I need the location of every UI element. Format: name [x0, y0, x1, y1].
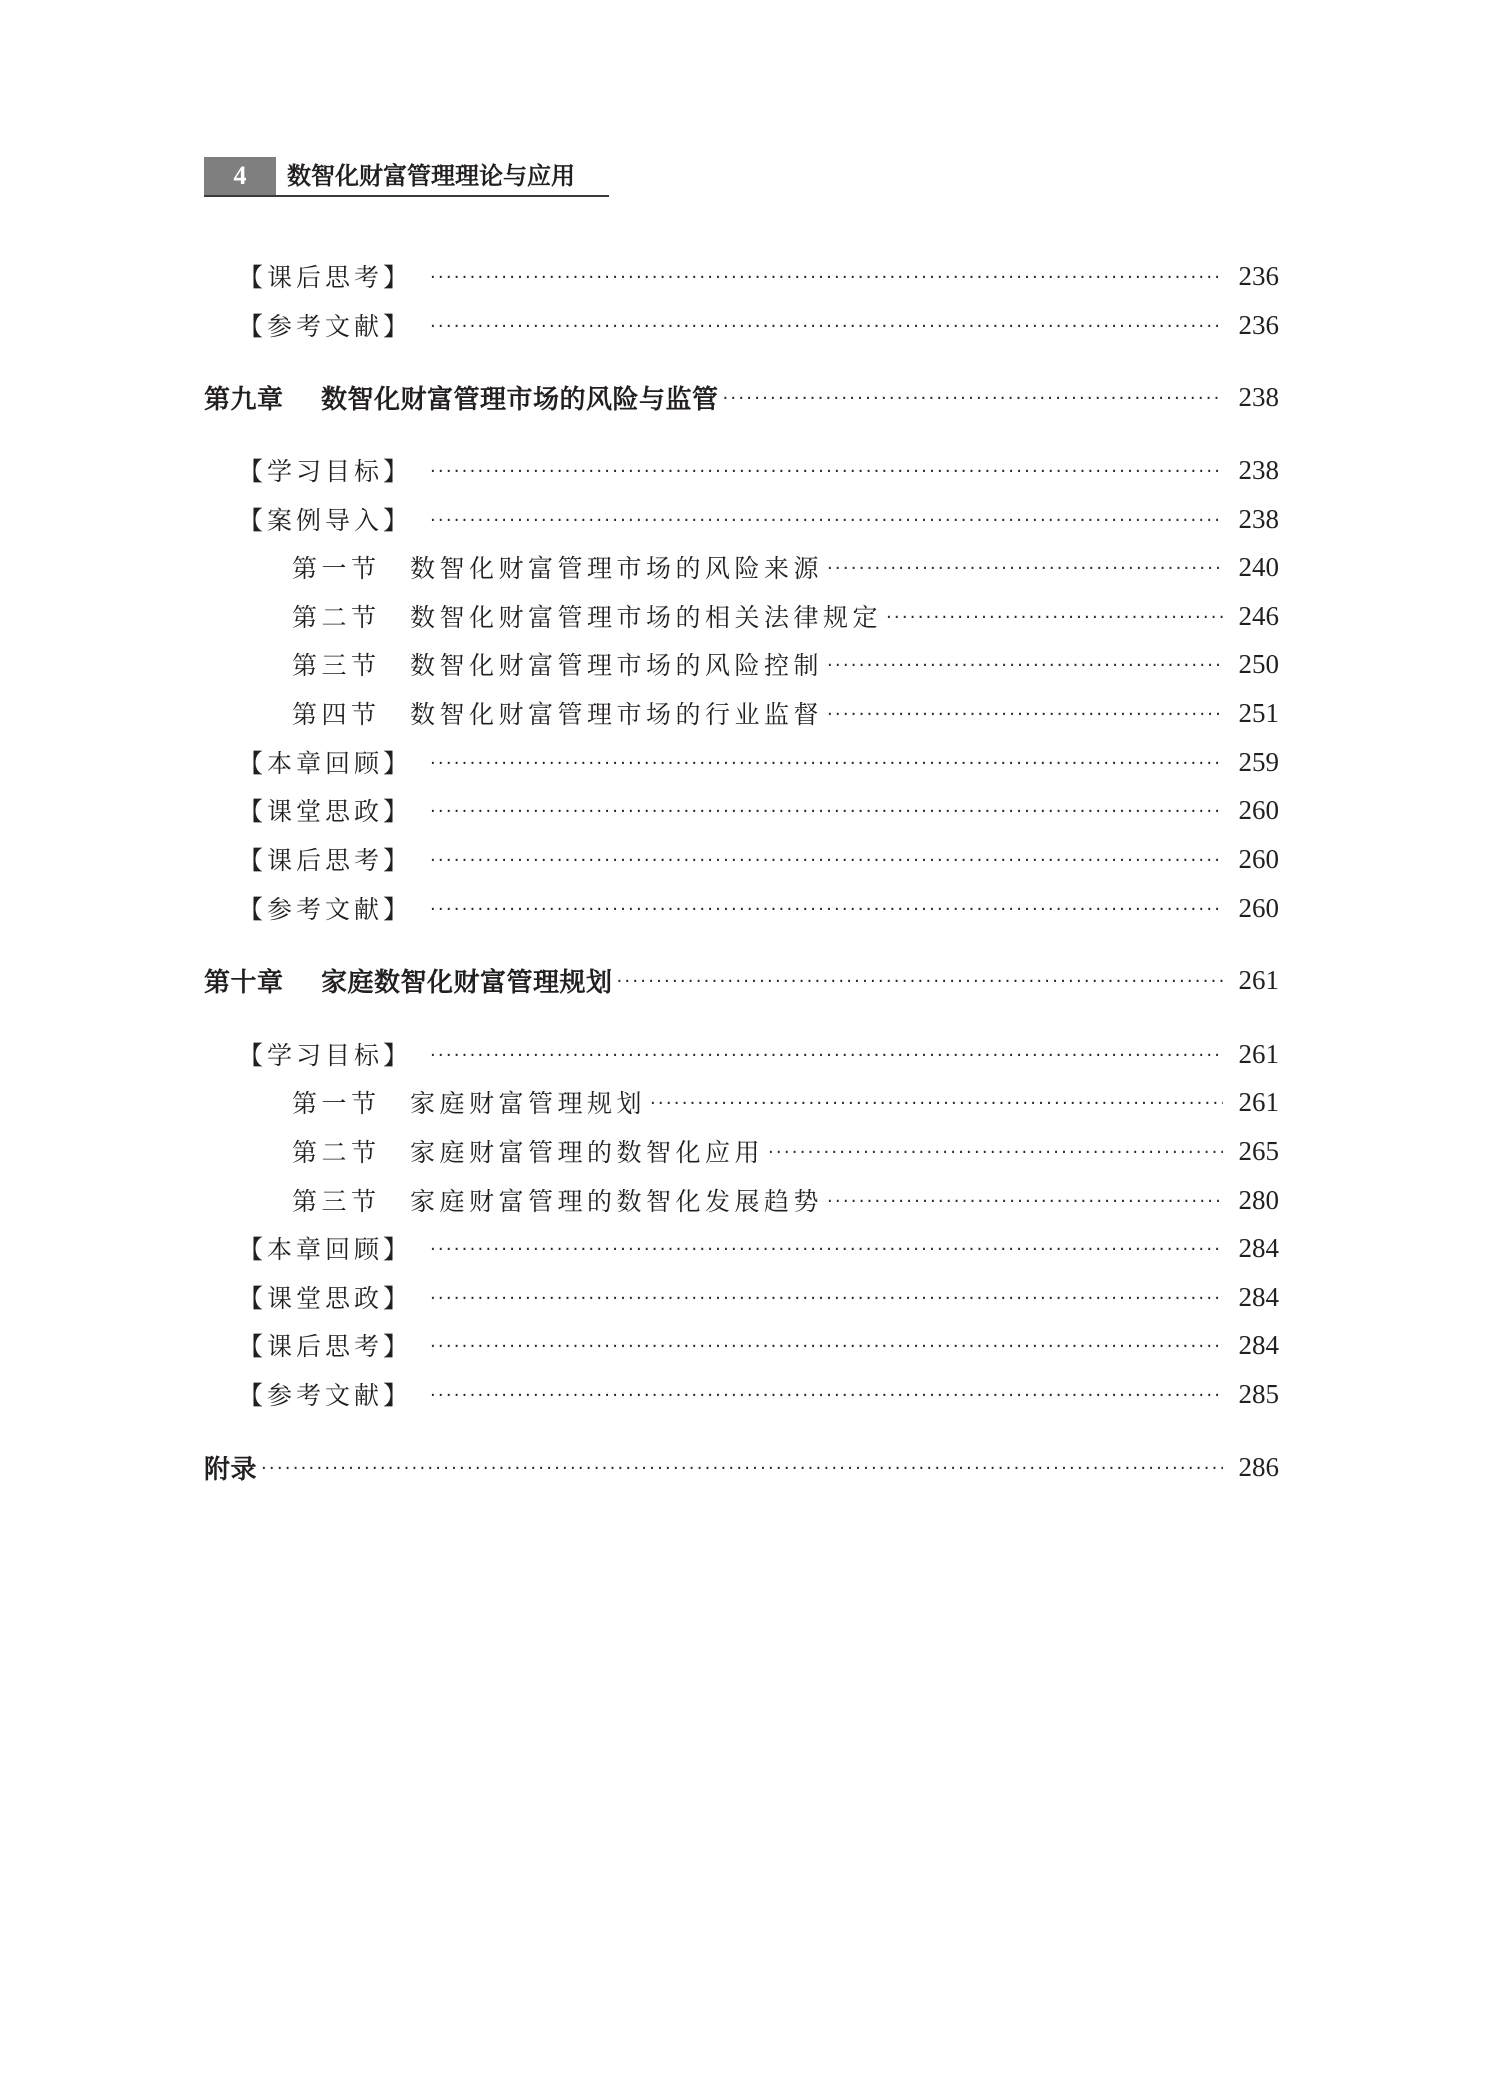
- section-number: 第四节: [292, 700, 381, 729]
- toc-entry-label: 【参考文献】: [238, 312, 413, 341]
- toc-entry-page: 236: [1238, 309, 1279, 340]
- toc-entry-page: 280: [1238, 1184, 1279, 1215]
- toc-entry-page: 285: [1238, 1378, 1279, 1409]
- section-number: 第三节: [292, 1187, 381, 1216]
- toc-entry-label: 【学习目标】: [238, 1041, 413, 1070]
- dot-leader: [430, 1325, 1223, 1365]
- toc-entry-page: 284: [1238, 1232, 1279, 1263]
- dot-leader: [827, 547, 1223, 587]
- toc-entry-page: 265: [1238, 1135, 1279, 1166]
- toc-entry-label: 【本章回顾】: [238, 1235, 413, 1264]
- toc-entry-references[interactable]: [238, 305, 1279, 345]
- section-title: 数智化财富管理市场的风险控制: [410, 651, 824, 680]
- dot-leader: [827, 693, 1223, 733]
- toc-entry-page: 260: [1238, 843, 1279, 874]
- dot-leader: [430, 742, 1223, 782]
- toc-entry-page: 286: [1238, 1451, 1279, 1482]
- toc-entry-page: 261: [1238, 1038, 1279, 1069]
- dot-leader: [430, 305, 1223, 345]
- section-title: 数智化财富管理市场的行业监督: [410, 700, 824, 729]
- dot-leader: [430, 499, 1223, 539]
- toc-entry-label: 【课堂思政】: [238, 1284, 413, 1313]
- toc-entry-class-ideology[interactable]: [238, 1277, 1279, 1317]
- dot-leader: [723, 377, 1223, 417]
- chapter-title: 家庭数智化财富管理规划: [321, 967, 613, 998]
- section-title: 家庭财富管理的数智化发展趋势: [410, 1187, 824, 1216]
- toc-entry-label: 【课后思考】: [238, 1332, 413, 1361]
- dot-leader: [617, 960, 1223, 1000]
- section-title: 家庭财富管理规划: [410, 1089, 647, 1118]
- toc-appendix[interactable]: [204, 1447, 1279, 1487]
- toc-entry-page: 238: [1238, 381, 1279, 412]
- toc-entry-page: 284: [1238, 1329, 1279, 1360]
- toc-section[interactable]: [292, 1082, 1279, 1122]
- section-heading: [292, 646, 823, 682]
- toc-entry-page: 251: [1238, 697, 1279, 728]
- toc-entry-label: 【案例导入】: [238, 506, 413, 535]
- dot-leader: [430, 1277, 1223, 1317]
- toc-entry-references[interactable]: [238, 888, 1279, 928]
- section-number: 第一节: [292, 554, 381, 583]
- toc-section[interactable]: [292, 1180, 1279, 1220]
- toc-entry-after-class-thinking[interactable]: [238, 256, 1279, 296]
- dot-leader: [827, 644, 1223, 684]
- section-number: 第二节: [292, 603, 381, 632]
- toc-entry-label: 【参考文献】: [238, 1381, 413, 1410]
- toc-entry-class-ideology[interactable]: [238, 790, 1279, 830]
- toc-entry-label: 【课堂思政】: [238, 797, 413, 826]
- toc-entry-learning-objectives[interactable]: [238, 1034, 1279, 1074]
- section-heading: [292, 1133, 764, 1169]
- toc-entry-page: 238: [1238, 503, 1279, 534]
- toc-entry-page: 238: [1238, 454, 1279, 485]
- toc-chapter-9[interactable]: [204, 377, 1279, 417]
- section-number: 第三节: [292, 651, 381, 680]
- dot-leader: [430, 790, 1223, 830]
- dot-leader: [430, 256, 1223, 296]
- toc-entry-label: 【参考文献】: [238, 895, 413, 924]
- dot-leader: [430, 888, 1223, 928]
- toc-entry-learning-objectives[interactable]: [238, 450, 1279, 490]
- toc-entry-page: 250: [1238, 648, 1279, 679]
- chapter-heading: [204, 962, 613, 999]
- toc-chapter-10[interactable]: [204, 960, 1279, 1000]
- toc-section[interactable]: [292, 596, 1279, 636]
- section-heading: [292, 549, 823, 585]
- section-title: 数智化财富管理市场的风险来源: [410, 554, 824, 583]
- toc-entry-page: 240: [1238, 551, 1279, 582]
- toc-entry-references[interactable]: [238, 1374, 1279, 1414]
- dot-leader: [886, 596, 1223, 636]
- toc-entry-chapter-review[interactable]: [238, 1228, 1279, 1268]
- toc-entry-page: 260: [1238, 892, 1279, 923]
- section-heading: [292, 1182, 823, 1218]
- dot-leader: [430, 1228, 1223, 1268]
- chapter-heading: [204, 379, 719, 416]
- section-title: 家庭财富管理的数智化应用: [410, 1138, 765, 1167]
- section-heading: [292, 1084, 646, 1120]
- dot-leader: [261, 1447, 1223, 1487]
- dot-leader: [650, 1082, 1223, 1122]
- section-heading: [292, 695, 823, 731]
- appendix-title: 附录: [204, 1454, 258, 1485]
- toc-entry-page: 261: [1238, 964, 1279, 995]
- toc-entry-page: 236: [1238, 260, 1279, 291]
- toc-entry-after-class-thinking[interactable]: [238, 1325, 1279, 1365]
- section-number: 第一节: [292, 1089, 381, 1118]
- book-title: 数智化财富管理理论与应用: [287, 161, 575, 190]
- dot-leader: [430, 1034, 1223, 1074]
- page-number: 4: [204, 157, 276, 195]
- dot-leader: [430, 839, 1223, 879]
- toc-section[interactable]: [292, 644, 1279, 684]
- toc-entry-page: 261: [1238, 1086, 1279, 1117]
- section-title: 数智化财富管理市场的相关法律规定: [410, 603, 883, 632]
- toc-entry-case-intro[interactable]: [238, 499, 1279, 539]
- toc-entry-page: 246: [1238, 600, 1279, 631]
- toc-entry-label: 【课后思考】: [238, 263, 413, 292]
- toc-entry-page: 284: [1238, 1281, 1279, 1312]
- section-heading: [292, 598, 882, 634]
- chapter-number: 第十章: [204, 967, 284, 998]
- toc-entry-after-class-thinking[interactable]: [238, 839, 1279, 879]
- toc-entry-label: 【本章回顾】: [238, 749, 413, 778]
- dot-leader: [430, 450, 1223, 490]
- dot-leader: [768, 1131, 1223, 1171]
- chapter-number: 第九章: [204, 384, 284, 415]
- toc-entry-page: 259: [1238, 746, 1279, 777]
- toc-entry-label: 【学习目标】: [238, 457, 413, 486]
- toc-section[interactable]: [292, 547, 1279, 587]
- toc-entry-chapter-review[interactable]: [238, 742, 1279, 782]
- dot-leader: [430, 1374, 1223, 1414]
- chapter-title: 数智化财富管理市场的风险与监管: [321, 384, 719, 415]
- toc-section[interactable]: [292, 693, 1279, 733]
- section-number: 第二节: [292, 1138, 381, 1167]
- toc-entry-page: 260: [1238, 794, 1279, 825]
- toc-section[interactable]: [292, 1131, 1279, 1171]
- dot-leader: [827, 1180, 1223, 1220]
- toc-entry-label: 【课后思考】: [238, 846, 413, 875]
